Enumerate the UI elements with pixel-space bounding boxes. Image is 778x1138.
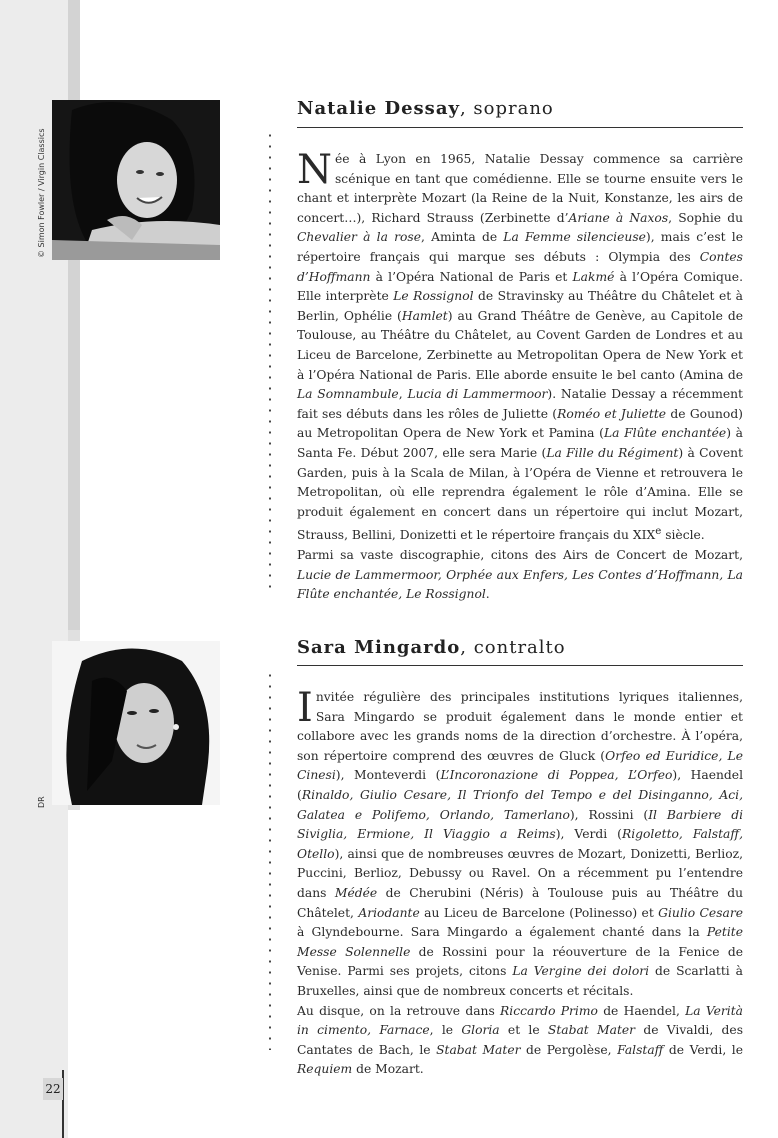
work-title: La Vergine dei dolori [512, 964, 650, 979]
bio-text: de Haendel, [597, 1003, 686, 1018]
dotted-divider [269, 670, 271, 1050]
portrait-image [52, 100, 220, 260]
bio-text: siècle. [661, 528, 705, 543]
bio-paragraph [297, 685, 744, 1002]
artist-name: Sara Mingardo [297, 637, 461, 658]
work-title: Il Barbiere di Siviglia, Ermione, Il Viaggio a Reims [297, 807, 743, 842]
bio-text: de Gounod) au Metropolitan Opera de New York et Pamina ( [297, 406, 743, 441]
work-title: La Femme silencieuse [503, 230, 646, 245]
work-title: Ariane à Naxos [568, 210, 669, 225]
work-title: Orfeo ed Euridice, Le Cinesi [297, 748, 743, 783]
dropcap: I [297, 685, 313, 731]
heading-rule [297, 665, 743, 666]
work-title: Roméo et Juliette [557, 406, 667, 421]
bio-text: ), Monteverdi ( [335, 768, 441, 783]
artist-bio [297, 685, 744, 1080]
work-title: La Flûte enchantée [603, 426, 727, 441]
work-title: La Verità in cimento, Farnace [297, 1003, 744, 1038]
work-title: Chevalier à la rose [297, 230, 421, 245]
portrait-photo-natalie-dessay [52, 100, 220, 260]
bio-text: ) à Covent Garden, puis à la Scala de Milan, à l’Opéra de Vienne et retrouvera le Metropolitan, où elle reprendra également le rôle d’Amina. Elle se produit également en concert dans un répertoire qui inclut Mozart, Strauss, Bellini, Donizetti et le répertoire français du XIX [297, 445, 743, 543]
work-title: Médée [334, 885, 378, 900]
bio-text: ) à Santa Fe. Début 2007, elle sera Marie ( [297, 426, 743, 460]
bio-text: à l’Opéra Comique. Elle interprète [297, 269, 743, 304]
work-title: Contes d’Hoffmann [297, 249, 743, 284]
work-title: Lucia di Lammermoor [407, 387, 548, 402]
bio-paragraph [297, 147, 744, 546]
photo-credit: © Simon Fowler / Virgin Classics [37, 128, 46, 258]
bio-text: ) au Grand Théâtre de Genève, au Capitole de Toulouse, au Théâtre du Châtelet, au Covent Garden de Londres et au Liceu de Barcelone, Zerbinette au Metropolitan Opera de New York et à l’Opéra National de Paris. Elle aborde ensuite le bel canto (Amina de [297, 308, 743, 382]
dotted-divider [269, 130, 271, 590]
photo-credit: DR [37, 796, 46, 808]
artist-heading [297, 637, 566, 658]
work-title: Le Rossignol [393, 289, 474, 304]
bio-text: à l’Opéra National de Paris et [370, 269, 573, 284]
work-title: Falstaff [617, 1042, 664, 1057]
bio-text: à Glyndebourne. Sara Mingardo a également chanté dans la [297, 925, 707, 940]
artist-role: , soprano [459, 98, 554, 119]
work-title: Stabat Mater [547, 1023, 636, 1038]
bio-text: de Verdi, le [663, 1042, 743, 1057]
work-title: Gloria [461, 1023, 500, 1038]
work-title: La Fille du Régiment [546, 445, 679, 460]
left-margin-band-accent [68, 0, 80, 630]
bio-text: ). Natalie Dessay a récemment fait ses débuts dans les rôles de Juliette ( [297, 387, 744, 421]
bio-text: , le [429, 1023, 462, 1038]
bio-text: de Pergolèse, [520, 1042, 618, 1057]
bio-paragraph [297, 1002, 743, 1080]
work-title: Ariodante [358, 905, 420, 920]
work-title: Rigoletto, Falstaff, Otello [297, 827, 743, 861]
heading-rule [297, 127, 743, 128]
bio-text: , Sophie du [668, 210, 743, 225]
work-title: Riccardo Primo [500, 1003, 598, 1018]
bio-text: ), Haendel ( [297, 768, 743, 802]
portrait-image [52, 641, 220, 805]
artist-bio [297, 147, 744, 605]
bio-text: ée à Lyon en 1965, Natalie Dessay commence sa carrière scénique en tant que comédienne. Elle se tourne ensuite vers le chant et interprète Mozart (la Reine de la Nuit, Konstanze, les airs de concert…), Richard Strauss (Zerbinette d’ [297, 152, 743, 225]
bio-text: Au disque, on la retrouve dans [297, 1003, 501, 1018]
bio-text: de Rossini pour la réouverture de la Fenice de Venise. Parmi ses projets, citons [297, 944, 743, 979]
bio-text: ), Rossini ( [569, 807, 649, 822]
work-title: Rinaldo, Giulio Cesare, Il Trionfo del Tempo e del Disinganno, Aci, Galatea e Polifemo, Orlando, Tamerlano [297, 787, 743, 822]
bio-text: de Stravinsky au Théâtre du Châtelet et à Berlin, Ophélie ( [297, 289, 743, 323]
superscript: e [655, 525, 662, 538]
bio-paragraph [297, 546, 743, 605]
bio-text: nvitée régulière des principales institutions lyriques italiennes, Sara Mingardo se produit également dans le monde entier et collabore avec les grands noms de la direction d’orchestre. À l’opéra, son répertoire comprend des œuvres de Gluck ( [297, 690, 743, 763]
work-title: Requiem [297, 1062, 353, 1077]
work-title: Lucie de Lammermoor, Orphée aux Enfers, Les Contes d’Hoffmann, La Flûte enchantée, Le Rossignol [297, 567, 743, 602]
bio-text: ), Verdi ( [555, 827, 622, 842]
bio-text: Parmi sa vaste discographie, citons des Airs de Concert de Mozart, [297, 547, 743, 562]
bio-text: de Cherubini (Néris) à Toulouse puis au Théâtre du Châtelet, [297, 885, 744, 920]
bio-text: au Liceu de Barcelone (Polinesso) et [419, 905, 659, 920]
bio-text: ), mais c’est le répertoire français qui marque ses débuts : Olympia des [297, 230, 743, 264]
work-title: Giulio Cesare [658, 905, 743, 920]
work-title: Hamlet [401, 308, 448, 323]
bio-text: de Vivaldi, des Cantates de Bach, le [297, 1023, 743, 1057]
work-title: L’Incoronazione di Poppea, L’Orfeo [440, 768, 673, 783]
work-title: La Somnambule [297, 387, 399, 402]
bio-text: . [485, 587, 490, 602]
bio-text: de Mozart. [352, 1062, 424, 1077]
artist-name: Natalie Dessay [297, 98, 460, 119]
bio-text: et le [499, 1023, 548, 1038]
work-title: Petite Messe Solennelle [297, 925, 743, 959]
bio-text: ), ainsi que de nombreuses œuvres de Mozart, Donizetti, Berlioz, Puccini, Berlioz, Debussy ou Ravel. On a récemment pu l’entendre dans [297, 846, 743, 900]
bio-text: de Scarlatti à Bruxelles, ainsi que de nombreux concerts et récitals. [297, 964, 743, 998]
bio-text: , [398, 387, 408, 402]
work-title: Stabat Mater [436, 1042, 521, 1057]
page-number: 22 [43, 1078, 63, 1100]
portrait-photo-sara-mingardo [52, 641, 220, 805]
dropcap: N [297, 147, 332, 193]
bio-text: , Aminta de [420, 230, 504, 245]
artist-heading [297, 98, 554, 119]
artist-role: , contralto [460, 637, 566, 658]
work-title: Lakmé [572, 269, 615, 284]
